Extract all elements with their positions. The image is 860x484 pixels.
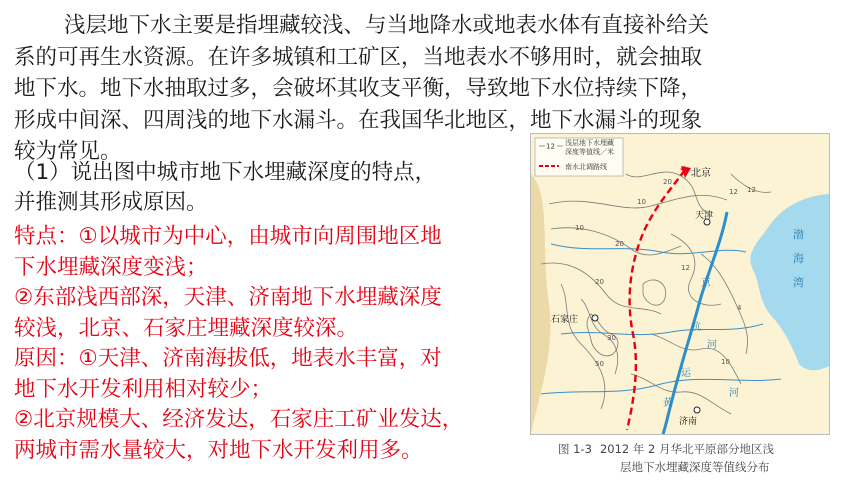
question-line-1: （1）说出图中城市地下水埋藏深度的特点， — [14, 160, 437, 185]
contour-label: 20 — [595, 278, 604, 286]
sea-label-1: 渤 — [793, 228, 804, 241]
contour-label: 10 — [575, 224, 584, 232]
paragraph-line-1: 浅层地下水主要是指埋藏较浅、与当地降水或地表水体有直接补给关 — [64, 13, 710, 38]
paragraph-line-5: 较为常见。 — [14, 139, 122, 164]
groundwater-map — [530, 133, 830, 435]
jinan-marker — [694, 407, 700, 413]
beijing-star-icon: ★ — [679, 163, 690, 177]
answer-line-6: 地下水开发利用相对较少； — [14, 376, 273, 402]
contour-label: 20 — [615, 240, 624, 248]
contour-label: 50 — [595, 360, 604, 368]
city-label-tianjin: 天津 — [695, 211, 714, 221]
answer-line-7: ②北京规模大、经济发达，石家庄工矿业发达， — [14, 407, 464, 432]
yellow-river-label-2: 河 — [729, 388, 739, 399]
city-label-shijiazhuang: 石家庄 — [551, 315, 579, 325]
caption-line-2: 层地下水埋藏深度等值线分布 — [620, 460, 770, 474]
answer-line-8: 两城市需水量较大，对地下水开发利用多。 — [14, 437, 423, 463]
caption-line-1: 2012 年 2 月华北平原部分地区浅 — [599, 442, 775, 456]
contour-label: 30 — [607, 334, 616, 342]
legend-contour-label-2: 深度等值线／米 — [565, 148, 614, 156]
answer-block — [14, 222, 534, 466]
canal-label-3: 运 — [681, 368, 691, 379]
answer-line-3: ②东部浅西部深，天津、济南地下水埋藏深度 — [14, 285, 442, 310]
figure-caption — [558, 440, 838, 476]
city-label-jinan: 济南 — [679, 417, 698, 427]
canal-label-4: 河 — [707, 340, 717, 351]
canal-label-1: 京 — [701, 278, 711, 289]
contour-label: 4 — [737, 304, 742, 312]
paragraph-line-4: 形成中间深、四周浅的地下水漏斗。在我国华北地区，地下水漏斗的现象 — [14, 107, 703, 133]
contour-label: 12 — [681, 264, 690, 272]
answer-line-5: 原因：①天津、济南海拔低，地表水丰富，对 — [14, 346, 442, 371]
contour-label: 10 — [721, 358, 730, 366]
paragraph-line-2: 系的可再生水资源。在许多城镇和工矿区，当地表水不够用时，就会抽取 — [14, 44, 703, 70]
legend-route-label: 南水北调路线 — [565, 163, 607, 171]
canal-label-2: 杭 — [691, 322, 701, 333]
contour-label: 12 — [729, 188, 738, 196]
paragraph-line-3: 地下水。地下水抽取过多，会破坏其收支平衡，导致地下水位持续下降， — [14, 76, 703, 101]
caption-number: 图 1-3 — [558, 442, 592, 456]
contour-label: 12 — [747, 186, 756, 194]
question-text — [14, 158, 514, 218]
answer-line-2: 下水埋藏深度变浅； — [14, 254, 208, 280]
yellow-river-label-1: 黄 — [663, 398, 673, 409]
answer-line-4: 较浅，北京、石家庄埋藏深度较深。 — [14, 315, 359, 341]
contour-label: 10 — [637, 198, 646, 206]
sea-label-2: 海 — [793, 252, 804, 265]
question-line-2: 并推测其形成原因。 — [14, 190, 208, 215]
legend-contour-label-1: 浅层地下水埋藏 — [565, 139, 614, 147]
contour-label: 20 — [663, 178, 672, 186]
city-label-beijing: 北京 — [691, 168, 711, 179]
sea-label-3: 湾 — [793, 276, 804, 289]
shijiazhuang-marker — [592, 315, 598, 321]
map-svg — [531, 134, 829, 434]
legend-contour-value: 12 — [546, 142, 555, 151]
answer-line-1: 特点：①以城市为中心，由城市向周围地区地 — [14, 224, 442, 249]
